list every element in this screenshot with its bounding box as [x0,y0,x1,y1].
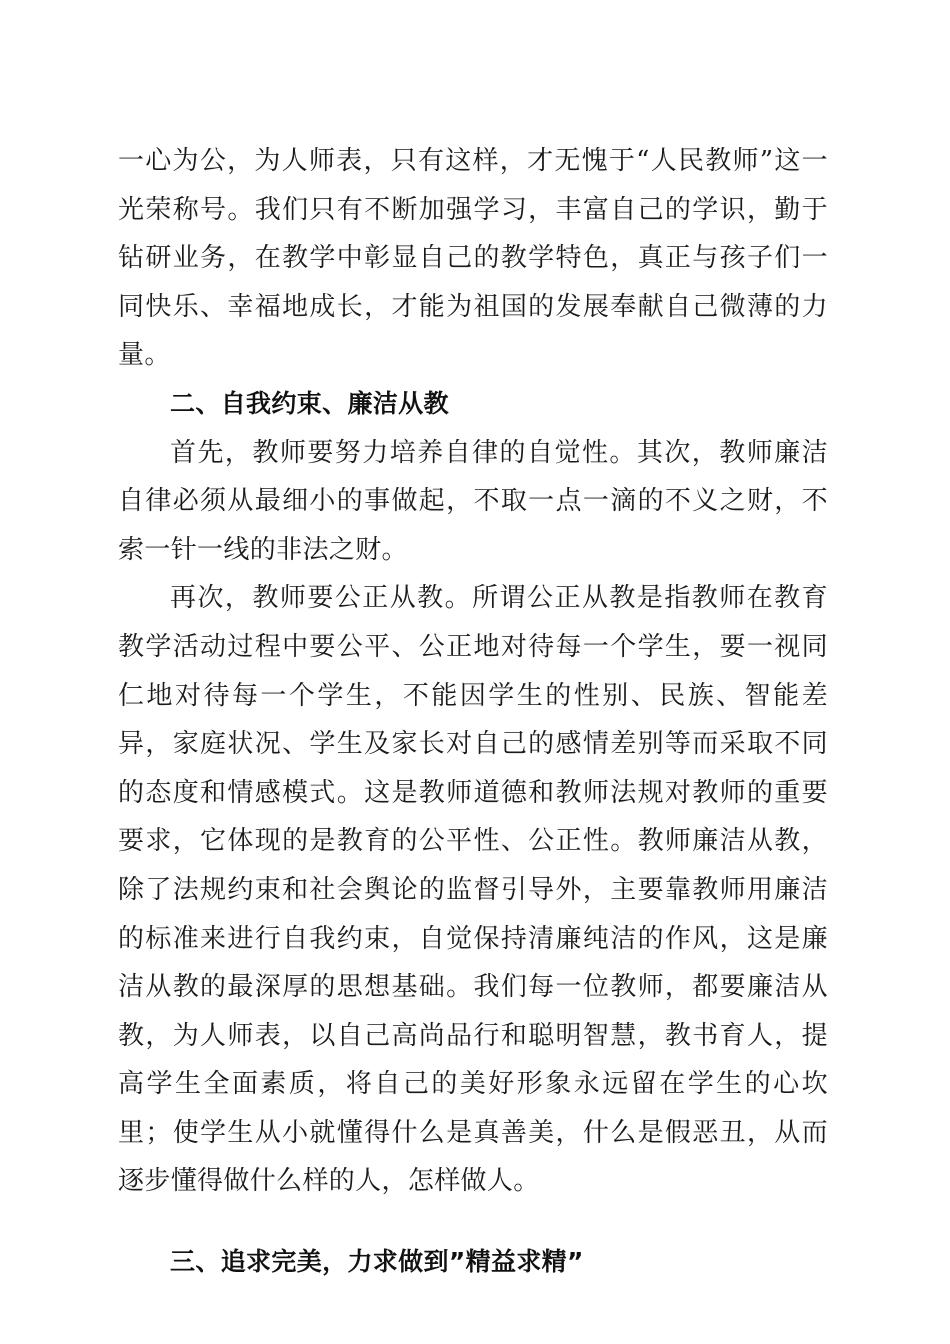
section-heading-3: 三、追求完美，力求做到”精益求精” [170,1247,584,1277]
section-heading-2: 二、自我约束、廉洁从教 [170,388,449,418]
document-body [118,137,828,1287]
paragraph-second: 再次，教师要公正从教。所谓公正从教是指教师在教育教学活动过程中要公平、公正地对待每一个学生，要一视同仁地对待每一个学生，不能因学生的性别、民族、智能差异，家庭状况、学生及家长对自己的感情差别等而采取不同的态度和情感模式。这是教师道德和教师法规对教师的重要要求，它体现的是教育的公平性、公正性。教师廉洁从教，除了法规约束和社会舆论的监督引导外，主要靠教师用廉洁的标准来进行自我约束，自觉保持清廉纯洁的作风，这是廉洁从教的最深厚的思想基础。我们每一位教师，都要廉洁从教，为人师表，以自己高尚品行和聪明智慧，教书育人，提高学生全面素质，将自己的美好形象永远留在学生的心坎里；使学生从小就懂得什么是真善美，什么是假恶丑，从而逐步懂得做什么样的人，怎样做人。 [118,583,828,1197]
paragraph-first: 首先，教师要努力培养自律的自觉性。其次，教师廉洁自律必须从最细小的事做起，不取一点一滴的不义之财，不索一针一线的非法之财。 [118,437,828,565]
paragraph-continued: 一心为公，为人师表，只有这样，才无愧于“人民教师”这一光荣称号。我们只有不断加强学习，丰富自己的学识，勤于钻研业务，在教学中彰显自己的教学特色，真正与孩子们一同快乐、幸福地成长，才能为祖国的发展奉献自己微薄的力量。 [118,146,828,371]
